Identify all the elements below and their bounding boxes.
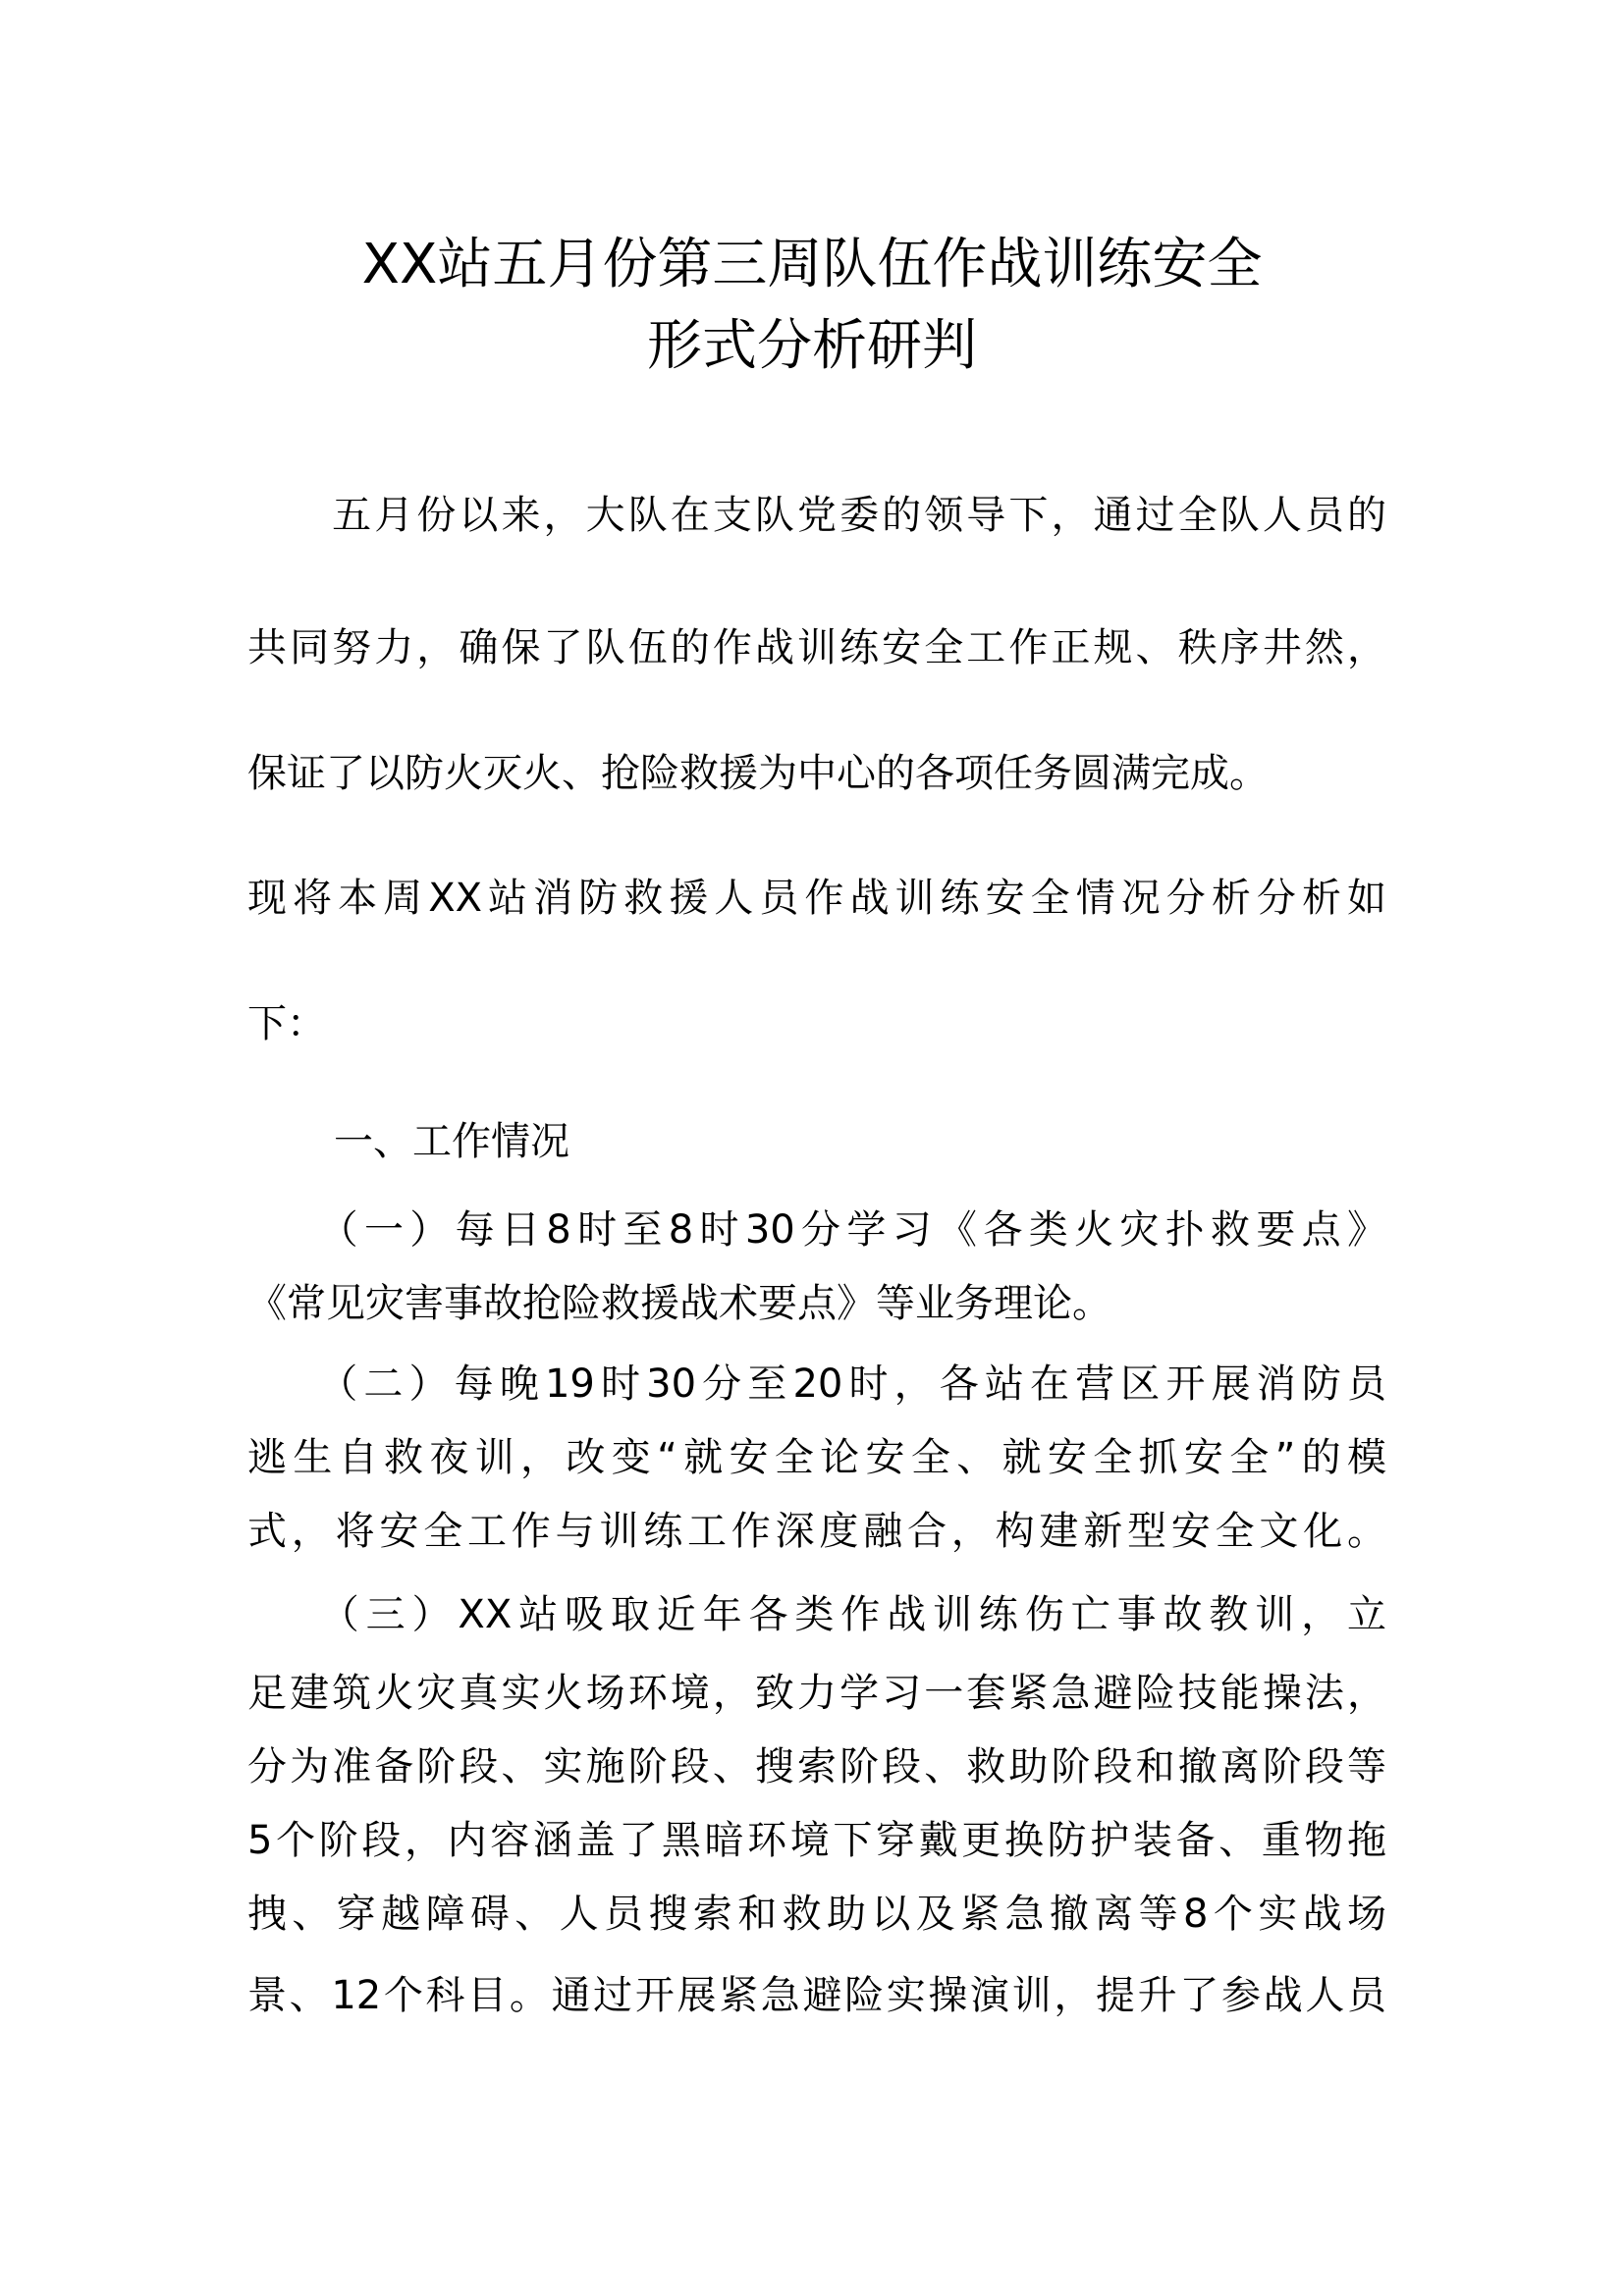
body-line: 拽、穿越障碍、人员搜索和救助以及紧急撤离等8个实战场: [247, 1892, 1386, 1937]
body-line: 5个阶段，内容涵盖了黑暗环境下穿戴更换防护装备、重物拖: [247, 1818, 1386, 1863]
body-line: （三）XX站吸取近年各类作战训练伤亡事故教训，立: [247, 1592, 1386, 1637]
body-line: 《常见灾害事故抢险救援战术要点》等业务理论。: [247, 1281, 1111, 1326]
intro-line: 现将本周XX站消防救援人员作战训练安全情况分析分析如: [247, 876, 1386, 921]
section-heading: 一、工作情况: [334, 1119, 569, 1164]
intro-line: 共同努力，确保了队伍的作战训练安全工作正规、秩序井然，: [247, 625, 1386, 670]
body-line: （一）每日8时至8时30分学习《各类火灾扑救要点》: [247, 1207, 1386, 1253]
document-title-line-1: XX站五月份第三周队伍作战训练安全: [361, 233, 1263, 296]
intro-line: 五月份以来，大队在支队党委的领导下，通过全队人员的: [247, 493, 1386, 538]
document-title-line-2: 形式分析研判: [647, 314, 977, 378]
body-line: 分为准备阶段、实施阶段、搜索阶段、救助阶段和撤离阶段等: [247, 1744, 1386, 1789]
body-line: 足建筑火灾真实火场环境，致力学习一套紧急避险技能操法，: [247, 1671, 1386, 1716]
body-line: 逃生自救夜训，改变“就安全论安全、就安全抓安全”的模: [247, 1435, 1386, 1480]
body-line: （二）每晚19时30分至20时，各站在营区开展消防员: [247, 1362, 1386, 1407]
intro-line: 下：: [247, 1001, 326, 1046]
intro-line: 保证了以防火灭火、抢险救援为中心的各项任务圆满完成。: [247, 751, 1269, 796]
body-line: 景、12个科目。通过开展紧急避险实操演训，提升了参战人员: [247, 1973, 1386, 2018]
body-line: 式，将安全工作与训练工作深度融合，构建新型安全文化。: [247, 1509, 1386, 1554]
